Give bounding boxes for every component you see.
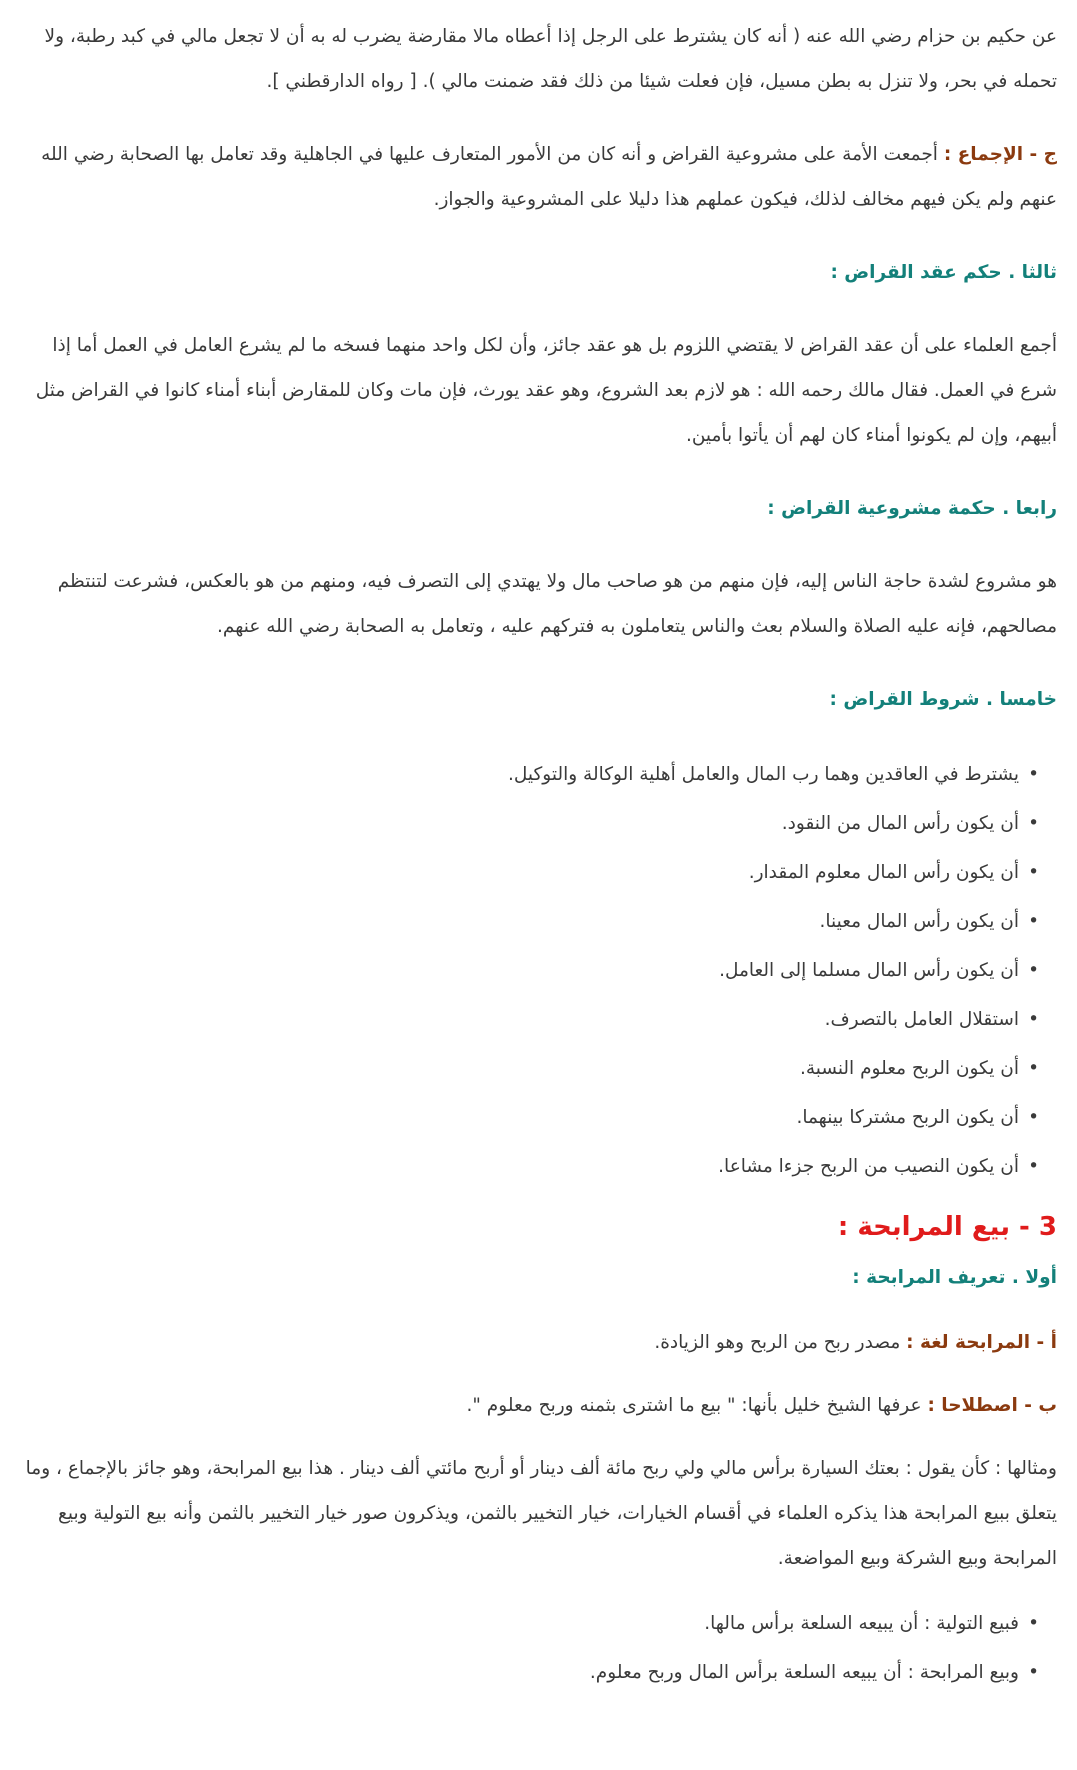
ijma-text: أجمعت الأمة على مشروعية القراض و أنه كان من الأمور المتعارف عليها في الجاهلية وقد تعامل بها الصحابة رضي الله عنهم ولم يكن فيهم مخالف لذلك، فيكون عملهم هذا دليلا على المشروعية والجواز.: [41, 144, 1057, 210]
shurut-list: [20, 750, 1057, 1191]
ijma-term: ج - الإجماع :: [943, 144, 1057, 165]
list-item: • استقلال العامل بالتصرف.: [20, 995, 1019, 1044]
list-item: • أن يكون الربح مشتركا بينهما.: [20, 1093, 1019, 1142]
list-item: • أن يكون رأس المال معينا.: [20, 897, 1019, 946]
hadith-paragraph: عن حكيم بن حزام رضي الله عنه ( أنه كان يشترط على الرجل إذا أعطاه مالا مقارضة يضرب له به أن لا تجعل مالي في كبد رطبة، ولا تحمله في بحر، ولا تنزل به بطن مسيل، فإن فعلت شيئا من ذلك فقد ضمنت مالي ). [ رواه الدارقطني ].: [44, 26, 1057, 92]
list-item: • أن يكون الربح معلوم النسبة.: [20, 1044, 1019, 1093]
mithal-paragraph: ومثالها : كأن يقول : بعتك السيارة برأس مالي ولي ربح مائة ألف دينار أو أربح مائتي ألف دينار . هذا بيع المرابحة، وهو جائز بالإجماع ، وما يتعلق ببيع المرابحة هذا يذكره العلماء في أقسام الخيارات، خيار التخيير بالثمن، ويذكرون صور خيار التخيير بالثمن وأنه بيع التولية وبيع المرابحة وبيع الشركة وبيع المواضعة.: [25, 1458, 1057, 1569]
istilah-term: ب - اصطلاحا :: [927, 1395, 1057, 1416]
list-item: • وبيع المرابحة : أن يبيعه السلعة برأس المال وربح معلوم.: [20, 1648, 1019, 1697]
lugha-term: أ - المرابحة لغة :: [906, 1332, 1057, 1353]
lugha-paragraph: [20, 1320, 1057, 1365]
ijma-paragraph: [20, 132, 1057, 222]
heading-hikma: رابعا . حكمة مشروعية القراض :: [767, 498, 1057, 519]
list-item: • يشترط في العاقدين وهما رب المال والعامل أهلية الوكالة والتوكيل.: [20, 750, 1019, 799]
list-item: • فبيع التولية : أن يبيعه السلعة برأس مالها.: [20, 1599, 1019, 1648]
heading-tarif: أولا . تعريف المرابحة :: [852, 1267, 1057, 1288]
hikma-paragraph: هو مشروع لشدة حاجة الناس إليه، فإن منهم من هو صاحب مال ولا يهتدي إلى التصرف فيه، ومنهم من هو بالعكس، فشرعت لتنتظم مصالحهم، فإنه عليه الصلاة والسلام بعث والناس يتعاملون به فتركهم عليه ، وتعامل به الصحابة رضي الله عنهم.: [57, 571, 1057, 637]
heading-murabaha: 3 - بيع المرابحة :: [837, 1212, 1057, 1242]
list-item: • أن يكون رأس المال من النقود.: [20, 799, 1019, 848]
list-item: • أن يكون رأس المال معلوم المقدار.: [20, 848, 1019, 897]
buyu-list: [20, 1599, 1057, 1697]
list-item: • أن يكون النصيب من الربح جزءا مشاعا.: [20, 1142, 1019, 1191]
heading-hukm: ثالثا . حكم عقد القراض :: [830, 262, 1057, 283]
heading-shurut: خامسا . شروط القراض :: [829, 689, 1057, 710]
hukm-paragraph: أجمع العلماء على أن عقد القراض لا يقتضي اللزوم بل هو عقد جائز، وأن لكل واحد منهما فسخه ما لم يشرع العامل في العمل أما إذا شرع في العمل. فقال مالك رحمه الله : هو لازم بعد الشروع، وهو عقد يورث، فإن مات وكان للمقارض أبناء أمناء كانوا في القراض مثل أبيهم، وإن لم يكونوا أمناء كان لهم أن يأتوا بأمين.: [35, 335, 1057, 446]
istilah-text: عرفها الشيخ خليل بأنها: " بيع ما اشترى بثمنه وربح معلوم ".: [466, 1395, 928, 1416]
list-item: • أن يكون رأس المال مسلما إلى العامل.: [20, 946, 1019, 995]
lugha-text: مصدر ربح من الربح وهو الزيادة.: [654, 1332, 907, 1353]
istilah-paragraph: [20, 1383, 1057, 1428]
